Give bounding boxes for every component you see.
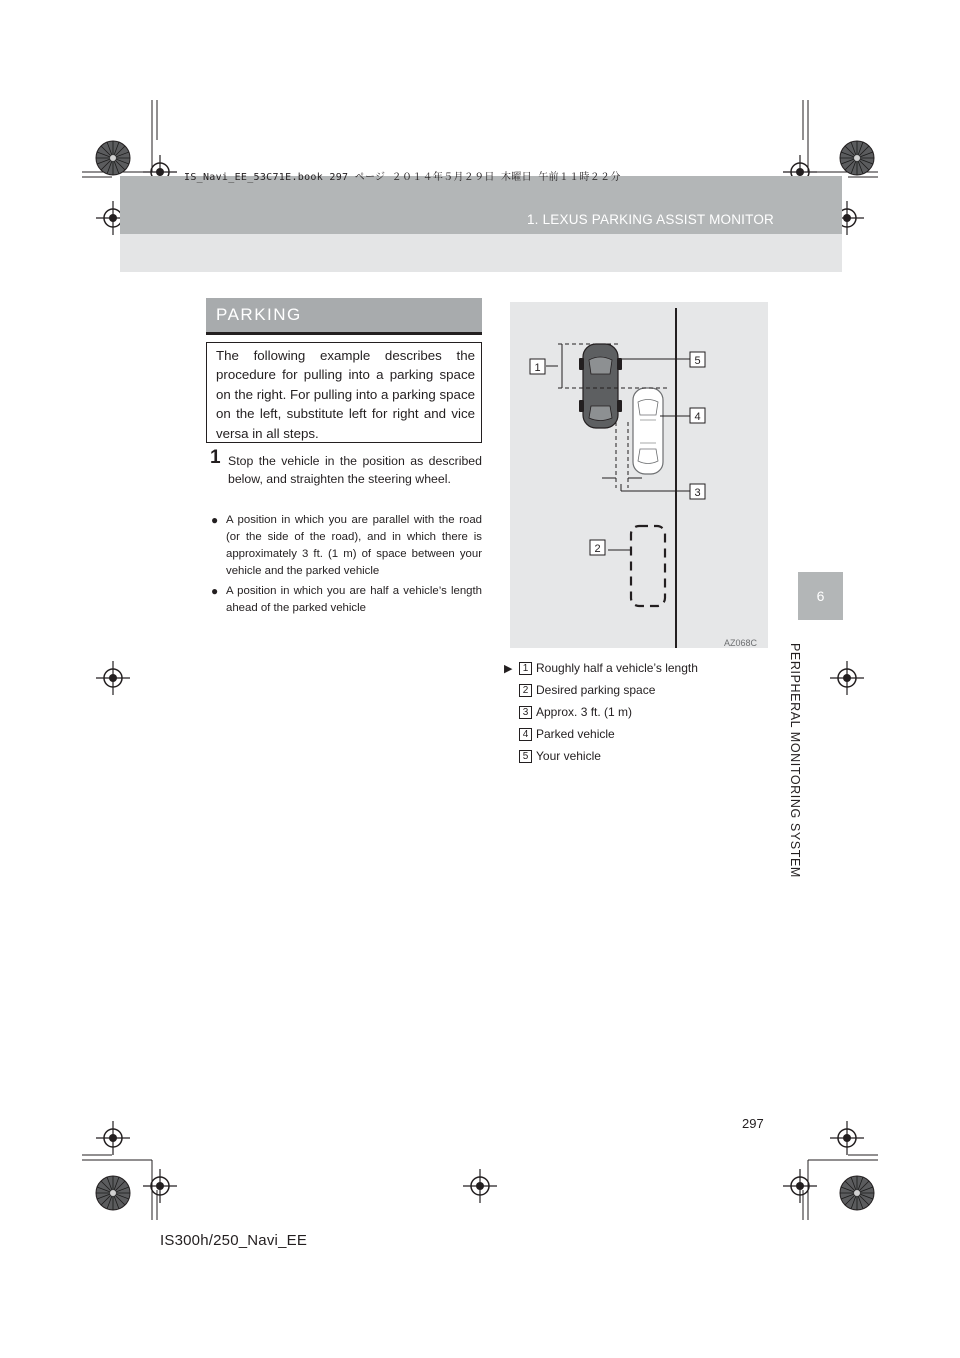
- bullet-dot-icon: ●: [211, 584, 219, 598]
- step-number: 1: [210, 447, 221, 468]
- legend-label: Your vehicle: [536, 749, 601, 763]
- legend-item: [504, 725, 764, 747]
- bullet-item: [210, 583, 482, 617]
- section-title: PARKING: [216, 305, 302, 324]
- legend-label: Desired parking space: [536, 683, 656, 697]
- chapter-title: PERIPHERAL MONITORING SYSTEM: [788, 643, 802, 878]
- page-number: 297: [742, 1116, 764, 1131]
- desired-parking-space: [631, 526, 665, 606]
- legend-number: 3: [519, 706, 532, 719]
- print-metadata-line: IS_Navi_EE_53C71E.book 297 ページ ２０１４年５月２９日 木曜日 午前１１時２２分: [184, 172, 621, 183]
- legend-number: 2: [519, 684, 532, 697]
- bullet-item: [210, 512, 482, 580]
- legend-number: 5: [519, 750, 532, 763]
- legend-label: Parked vehicle: [536, 727, 615, 741]
- chapter-number: 6: [816, 588, 825, 604]
- bullet-dot-icon: ●: [211, 513, 219, 527]
- parking-diagram-illustration: [510, 302, 768, 648]
- bullet-text: A position in which you are half a vehicle’s length ahead of the parked vehicle: [226, 585, 482, 614]
- step-1-bullets: [210, 512, 482, 620]
- parking-diagram: [510, 302, 768, 648]
- chapter-tab: [798, 572, 843, 620]
- legend-item: [504, 659, 764, 681]
- step-text: Stop the vehicle in the position as described below, and straighten the steering wheel.: [228, 454, 482, 486]
- triangle-arrow-icon: ▶: [504, 663, 513, 675]
- running-header-title: 1. LEXUS PARKING ASSIST MONITOR: [526, 212, 774, 227]
- callout-5: 5: [694, 355, 701, 367]
- intro-box: The following example describes the procedure for pulling into a parking space on the right. For pulling into a parking space on the left, substitute left for right and vice versa in all steps.: [206, 342, 482, 443]
- step-1: [210, 447, 482, 488]
- chapter-side-label: [788, 643, 818, 878]
- callout-1: 1: [534, 362, 541, 374]
- legend-item: [504, 747, 764, 769]
- figure-legend: [504, 659, 764, 769]
- callout-4: 4: [694, 411, 701, 423]
- parked-vehicle: [633, 388, 663, 474]
- your-vehicle: [579, 344, 622, 428]
- section-heading: [206, 298, 482, 335]
- legend-number: 1: [519, 662, 532, 675]
- bullet-text: A position in which you are parallel with the road (or the side of the road), and in which there is approximately 3 ft. (1 m) of space between your vehicle and the parked vehicle: [226, 514, 482, 577]
- legend-item: [504, 681, 764, 703]
- callout-3: 3: [694, 487, 701, 499]
- callout-2: 2: [594, 543, 601, 555]
- figure-code: AZ068C: [724, 638, 758, 648]
- legend-number: 4: [519, 728, 532, 741]
- legend-item: [504, 703, 764, 725]
- footer-document-code: IS300h/250_Navi_EE: [160, 1232, 308, 1249]
- legend-label: Roughly half a vehicle’s length: [536, 661, 698, 675]
- legend-label: Approx. 3 ft. (1 m): [536, 705, 633, 719]
